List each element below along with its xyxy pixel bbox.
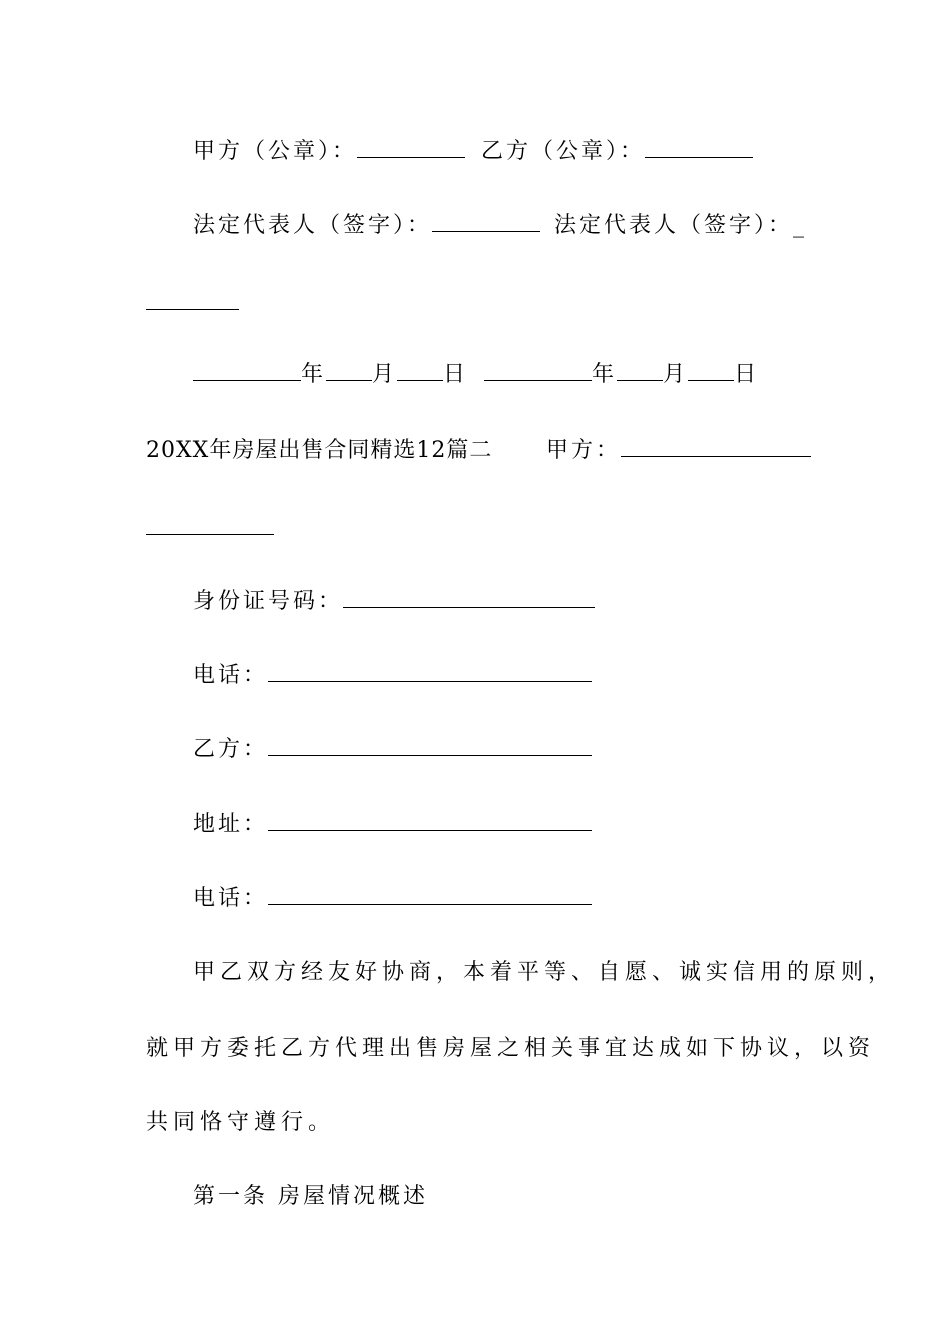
party-a-seal-blank: [357, 139, 465, 158]
date-line: [193, 360, 759, 390]
address-blank: [268, 812, 592, 831]
day-label: 日: [443, 362, 469, 387]
party-a-rep-blank: [432, 213, 540, 232]
party-b-label: 乙方：: [193, 737, 269, 762]
address-field: [193, 810, 592, 840]
party-a-month-blank: [326, 362, 372, 381]
phone-a-label: 电话：: [193, 663, 269, 688]
phone-a-field: [193, 661, 592, 691]
id-number-blank: [343, 589, 595, 608]
party-a-name-line: [546, 436, 811, 466]
phone-b-field: [193, 884, 592, 914]
party-b-year-blank: [484, 362, 592, 381]
paragraph-line-1: 甲乙双方经友好协商，本着平等、自愿、诚实信用的原则，: [193, 960, 896, 985]
month-label: 月: [372, 362, 398, 387]
party-a-name-blank: [621, 438, 811, 457]
paragraph-line-2: 就甲方委托乙方代理出售房屋之相关事宜达成如下协议，以资: [146, 1036, 876, 1061]
phone-b-blank: [268, 886, 592, 905]
day-label: 日: [734, 362, 760, 387]
address-label: 地址：: [193, 812, 269, 837]
party-a-name-blank-cont: [146, 534, 274, 535]
id-number-field: [193, 587, 595, 617]
party-b-month-blank: [617, 362, 663, 381]
seal-line: [193, 137, 753, 167]
party-b-blank: [268, 737, 592, 756]
paragraph-line-3: 共同恪守遵行。: [146, 1110, 336, 1135]
party-a-rep-label: 法定代表人（签字）：: [193, 213, 433, 238]
phone-b-label: 电话：: [193, 886, 269, 911]
year-label: 年: [592, 362, 618, 387]
section-title-line: [146, 436, 492, 466]
party-a-day-blank: [397, 362, 443, 381]
party-b-field: [193, 735, 592, 765]
phone-a-blank: [268, 663, 592, 682]
party-b-seal-blank: [645, 139, 753, 158]
party-a-label: 甲方：: [546, 438, 622, 463]
month-label: 月: [663, 362, 689, 387]
party-b-day-blank: [688, 362, 734, 381]
party-a-seal-label: 甲方（公章）：: [193, 139, 358, 164]
party-a-year-blank: [193, 362, 301, 381]
article-one-heading: 第一条 房屋情况概述: [193, 1184, 428, 1209]
section-title: 20XX年房屋出售合同精选12篇二: [146, 438, 493, 463]
id-number-label: 身份证号码：: [193, 589, 344, 614]
party-b-seal-label: 乙方（公章）：: [481, 139, 646, 164]
party-b-rep-label: 法定代表人（签字）：_: [554, 213, 808, 238]
representative-line: [193, 211, 807, 241]
party-b-rep-blank: [146, 309, 239, 310]
year-label: 年: [301, 362, 327, 387]
